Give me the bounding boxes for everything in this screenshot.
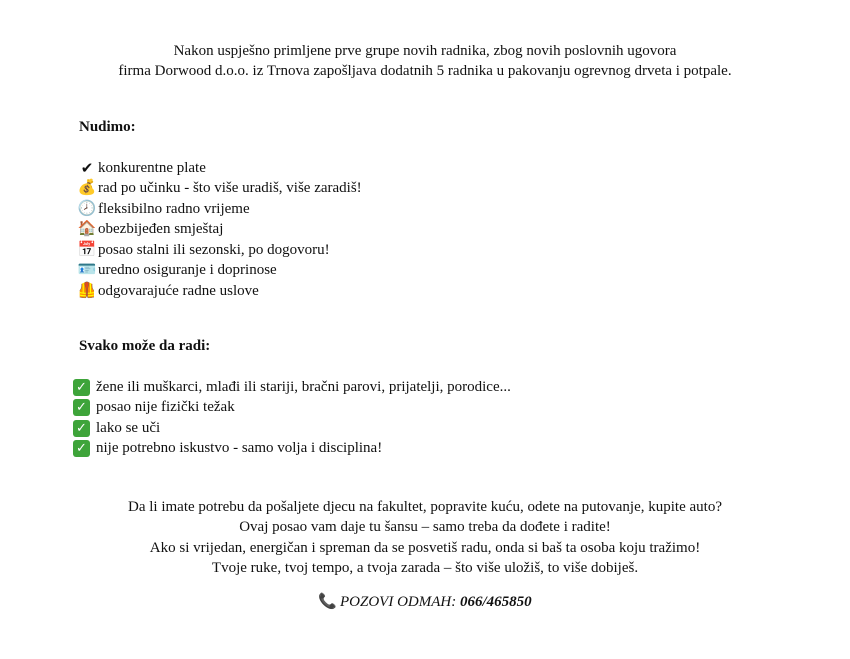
id-card-icon: 🪪	[77, 262, 97, 279]
list-item-text: žene ili muškarci, mlađi ili stariji, bračni parovi, prijatelji, porodice...	[96, 378, 511, 395]
green-check-icon: ✓	[73, 420, 90, 437]
list-item	[76, 398, 511, 419]
closing-line-2: Ovaj posao vam daje tu šansu – samo treba da dođete i radite!	[239, 519, 611, 536]
closing-line-4: Tvoje ruke, tvoj tempo, a tvoja zarada – što više uložiš, to više dobiješ.	[211, 559, 639, 576]
list-item-text: posao stalni ili sezonski, po dogovoru!	[98, 241, 330, 258]
list-item	[76, 220, 362, 241]
call-to-action	[0, 592, 850, 611]
green-check-icon: ✓	[73, 379, 90, 396]
check-mark-icon: ✔	[80, 158, 94, 177]
list-item	[76, 199, 362, 220]
list-item	[76, 179, 362, 200]
list-item	[76, 439, 511, 460]
who-list	[76, 377, 511, 459]
offer-heading: Nudimo:	[79, 119, 136, 135]
phone-number[interactable]: 066/465850	[460, 594, 532, 610]
list-item	[76, 418, 511, 439]
offer-list	[76, 158, 362, 302]
intro-line-1: Nakon uspješno primljene prve grupe novih radnika, zbog novih poslovnih ugovora	[173, 43, 677, 59]
green-check-icon: ✓	[73, 440, 90, 457]
list-item-text: lako se uči	[96, 419, 161, 436]
green-check-icon: ✓	[73, 399, 90, 416]
who-heading: Svako može da radi:	[79, 338, 211, 354]
list-item	[76, 158, 362, 179]
telephone-icon: 📞	[318, 594, 338, 610]
list-item	[76, 240, 362, 261]
list-item-text: uredno osiguranje i doprinose	[98, 262, 277, 279]
list-item	[76, 377, 511, 398]
house-icon: 🏠	[77, 221, 97, 238]
closing-line-1: Da li imate potrebu da pošaljete djecu na fakultet, popravite kuću, odete na putovanje, kupite auto?	[128, 499, 722, 515]
list-item	[76, 281, 362, 302]
money-bag-icon: 💰	[77, 180, 97, 197]
list-item-text: nije potrebno iskustvo - samo volja i disciplina!	[96, 440, 383, 457]
call-label: POZOVI ODMAH:	[340, 594, 457, 610]
closing-line-3: Ako si vrijedan, energičan i spreman da se posvetiš radu, onda si baš ta osoba koju tražimo!	[149, 539, 701, 556]
intro-line-2: firma Dorwood d.o.o. iz Trnova zapošljava dodatnih 5 radnika u pakovanju ogrevnog drveta i potpale.	[118, 63, 732, 79]
intro-paragraph	[0, 41, 850, 81]
safety-vest-icon: 🦺	[77, 282, 97, 299]
list-item-text: posao nije fizički težak	[96, 399, 235, 416]
list-item-text: odgovarajuće radne uslove	[98, 282, 259, 299]
list-item-text: konkurentne plate	[98, 159, 206, 176]
list-item-text: fleksibilno radno vrijeme	[98, 200, 250, 217]
calendar-icon: 📅	[77, 241, 97, 258]
closing-paragraph	[0, 497, 850, 578]
clock-icon: 🕗	[77, 200, 97, 217]
list-item	[76, 261, 362, 282]
list-item-text: rad po učinku - što više uradiš, više zaradiš!	[98, 180, 362, 197]
list-item-text: obezbijeđen smještaj	[98, 221, 224, 238]
